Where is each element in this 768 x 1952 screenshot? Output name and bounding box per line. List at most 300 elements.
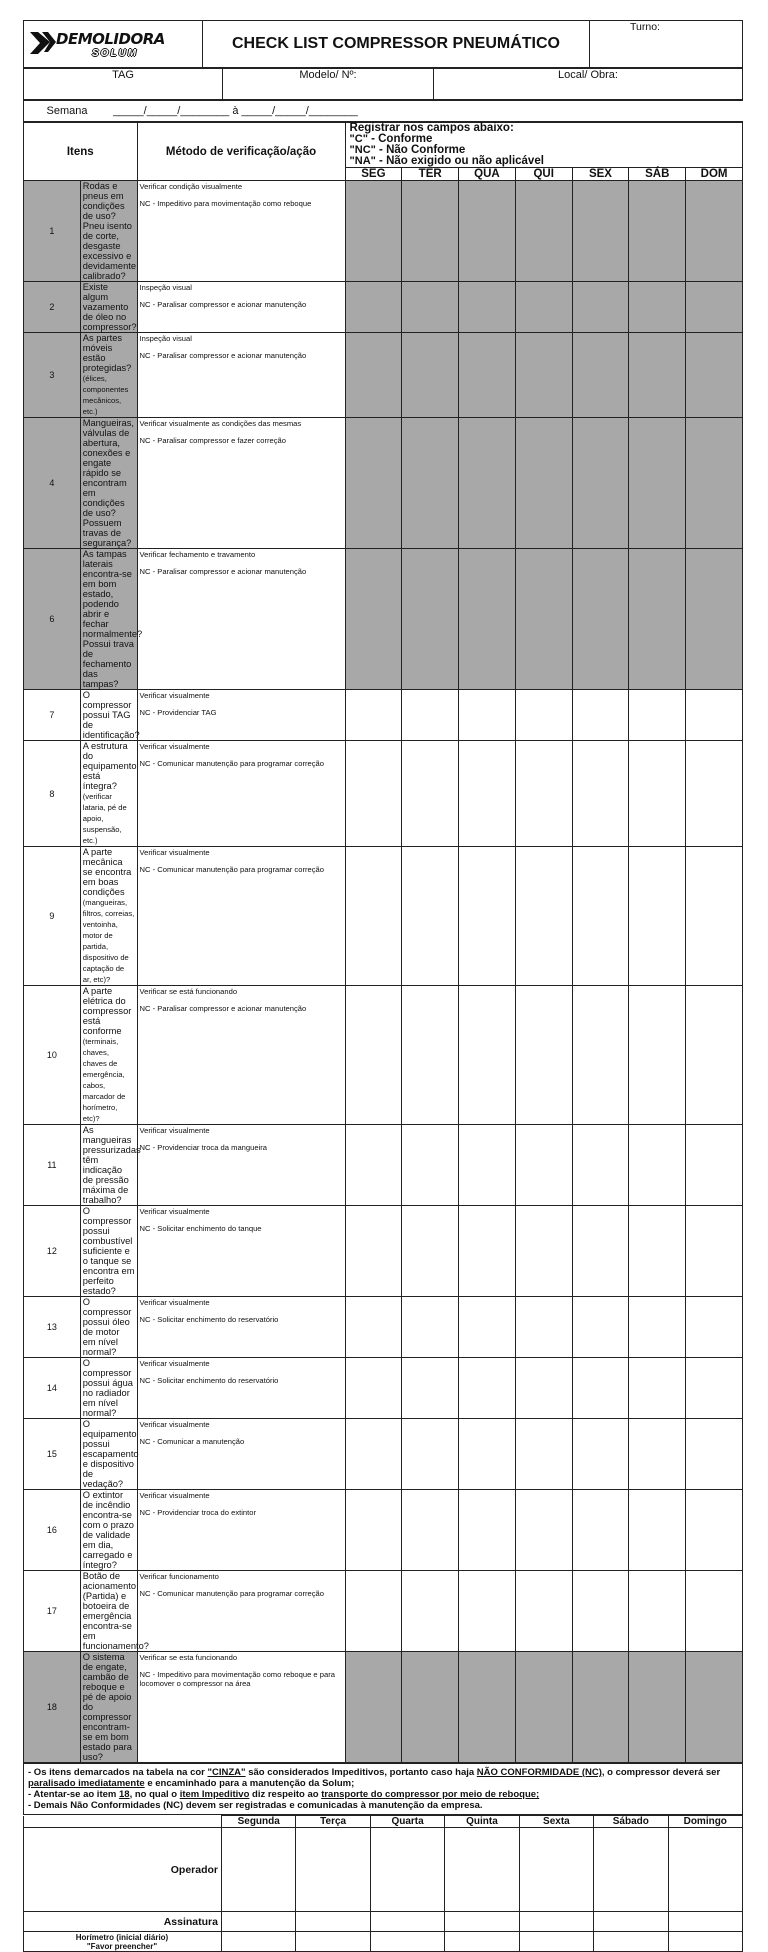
item-question bbox=[80, 333, 137, 418]
note-1-e: , o compressor deverá ser bbox=[601, 1767, 721, 1778]
status-cell-0[interactable] bbox=[345, 1206, 402, 1297]
item-method-check: Verificar visualmente bbox=[139, 1207, 210, 1216]
day-header-0: SEG bbox=[345, 168, 402, 181]
status-cell-6[interactable] bbox=[686, 1490, 743, 1571]
operador-cell-5[interactable] bbox=[594, 1828, 668, 1912]
status-cell-3[interactable] bbox=[515, 1297, 572, 1358]
logo-name: DEMOLIDORA bbox=[56, 30, 165, 48]
status-cell-2[interactable] bbox=[459, 1571, 516, 1652]
item-method-action: NC - Solicitar enchimento do tanque bbox=[139, 1224, 262, 1233]
operador-cell-6[interactable] bbox=[668, 1828, 742, 1912]
status-cell-5[interactable] bbox=[629, 1419, 686, 1490]
item-method-action: NC - Paralisar compressor e acionar manutenção bbox=[139, 1004, 307, 1013]
item-question-text: O compressor possui água no radiador em nível normal? bbox=[82, 1358, 133, 1418]
item-method-action: NC - Providenciar troca do extintor bbox=[139, 1508, 257, 1517]
turno-field[interactable]: Turno: bbox=[590, 21, 743, 68]
local-field[interactable]: Local/ Obra: bbox=[434, 69, 743, 100]
status-cell-5[interactable] bbox=[629, 1297, 686, 1358]
checklist-item-row bbox=[24, 1206, 743, 1297]
item-method-action: NC - Comunicar manutenção para programar correção bbox=[139, 759, 324, 768]
item-method-check: Verificar visualmente bbox=[139, 1420, 210, 1429]
item-method bbox=[137, 1358, 345, 1419]
status-cell-1[interactable] bbox=[402, 1125, 459, 1206]
status-cell-1[interactable] bbox=[402, 1652, 459, 1763]
item-method-check: Verificar fechamento e travamento bbox=[139, 550, 256, 559]
status-cell-4[interactable] bbox=[572, 1358, 629, 1419]
item-method-check: Verificar se está funcionando bbox=[139, 987, 238, 996]
operador-cell-2[interactable] bbox=[370, 1828, 444, 1912]
status-cell-2[interactable] bbox=[459, 741, 516, 847]
item-question-text: O compressor possui combustível suficiente e o tanque se encontra em perfeito estado? bbox=[82, 1206, 135, 1296]
weekday-header-0: Segunda bbox=[222, 1816, 296, 1828]
status-cell-0[interactable] bbox=[345, 847, 402, 986]
item-method-check: Verificar visualmente bbox=[139, 1126, 210, 1135]
operador-cell-4[interactable] bbox=[519, 1828, 593, 1912]
item-method-action: NC - Providenciar troca da mangueira bbox=[139, 1143, 267, 1152]
status-cell-3[interactable] bbox=[515, 1419, 572, 1490]
status-cell-5[interactable] bbox=[629, 1490, 686, 1571]
status-cell-6[interactable] bbox=[686, 1125, 743, 1206]
assinatura-cell-0[interactable] bbox=[222, 1912, 296, 1932]
checklist-item-row bbox=[24, 181, 743, 282]
item-method-check: Inspeção visual bbox=[139, 283, 192, 292]
note-2-d: item Impeditivo bbox=[179, 1789, 250, 1800]
status-cell-0[interactable] bbox=[345, 1358, 402, 1419]
item-method-check: Verificar visualmente bbox=[139, 691, 210, 700]
day-header-6: DOM bbox=[686, 168, 743, 181]
status-cell-4[interactable] bbox=[572, 333, 629, 418]
checklist-item-row bbox=[24, 418, 743, 549]
horimetro-cell-1[interactable] bbox=[296, 1932, 370, 1952]
status-cell-1[interactable] bbox=[402, 847, 459, 986]
status-cell-5[interactable] bbox=[629, 986, 686, 1125]
item-question-text: O compressor possui óleo de motor em nível normal? bbox=[82, 1297, 132, 1357]
legend-intro: Registrar nos campos abaixo: bbox=[349, 122, 514, 134]
note-1-g: e encaminhado para a manutenção da Solum; bbox=[144, 1778, 355, 1789]
semana-blanks: _____/_____/________ à _____/_____/________ bbox=[113, 105, 358, 117]
note-1-a: - Os itens demarcados na tabela na cor bbox=[28, 1767, 208, 1778]
legend-c-text: - Conforme bbox=[367, 133, 433, 145]
status-cell-0[interactable] bbox=[345, 741, 402, 847]
status-cell-3[interactable] bbox=[515, 549, 572, 690]
item-number: 11 bbox=[24, 1125, 81, 1206]
status-cell-4[interactable] bbox=[572, 418, 629, 549]
day-header-4: SEX bbox=[572, 168, 629, 181]
assinatura-cell-1[interactable] bbox=[296, 1912, 370, 1932]
status-cell-2[interactable] bbox=[459, 549, 516, 690]
status-cell-6[interactable] bbox=[686, 1297, 743, 1358]
legend-na-text: - Não exigido ou não aplicável bbox=[375, 155, 544, 167]
item-method-check: Verificar visualmente as condições das mesmas bbox=[139, 419, 302, 428]
status-cell-5[interactable] bbox=[629, 282, 686, 333]
status-cell-6[interactable] bbox=[686, 333, 743, 418]
status-cell-4[interactable] bbox=[572, 1206, 629, 1297]
status-cell-1[interactable] bbox=[402, 333, 459, 418]
item-method bbox=[137, 1571, 345, 1652]
status-cell-0[interactable] bbox=[345, 333, 402, 418]
day-header-3: QUI bbox=[515, 168, 572, 181]
item-question-text: As tampas laterais encontra-se em bom estado, podendo abrir e fechar normalmente? Possui trava de fechamento das tampas? bbox=[82, 549, 143, 689]
item-question bbox=[80, 986, 137, 1125]
item-question-text: O compressor possui TAG de identificação? bbox=[82, 690, 140, 740]
item-question-text: As partes móveis estão protegidas? bbox=[82, 333, 132, 373]
operador-cell-1[interactable] bbox=[296, 1828, 370, 1912]
item-method-action: NC - Comunicar manutenção para programar correção bbox=[139, 1589, 324, 1598]
weekday-header-4: Sexta bbox=[519, 1816, 593, 1828]
item-number: 17 bbox=[24, 1571, 81, 1652]
operador-cell-0[interactable] bbox=[222, 1828, 296, 1912]
status-cell-5[interactable] bbox=[629, 741, 686, 847]
horimetro-cell-3[interactable] bbox=[445, 1932, 519, 1952]
status-cell-0[interactable] bbox=[345, 181, 402, 282]
page-title: CHECK LIST COMPRESSOR PNEUMÁTICO bbox=[203, 21, 590, 68]
status-cell-0[interactable] bbox=[345, 1490, 402, 1571]
note-2-f: transporte do compressor por meio de reboque; bbox=[321, 1789, 540, 1800]
item-method bbox=[137, 282, 345, 333]
status-cell-3[interactable] bbox=[515, 1571, 572, 1652]
assinatura-cell-6[interactable] bbox=[668, 1912, 742, 1932]
checklist-item-row bbox=[24, 1125, 743, 1206]
status-cell-3[interactable] bbox=[515, 1652, 572, 1763]
horimetro-label-1: Horímetro (inicial diário) bbox=[75, 1932, 169, 1942]
assinatura-cell-4[interactable] bbox=[519, 1912, 593, 1932]
notes bbox=[24, 1764, 743, 1815]
item-question-text: O equipamento possui escapamento e dispositivo de vedação? bbox=[82, 1419, 139, 1489]
weekday-header-6: Domingo bbox=[668, 1816, 742, 1828]
checklist-item-row bbox=[24, 1490, 743, 1571]
item-method-check: Verificar visualmente bbox=[139, 1359, 210, 1368]
weekday-header-row bbox=[24, 1816, 743, 1828]
horimetro-cell-2[interactable] bbox=[370, 1932, 444, 1952]
item-question bbox=[80, 181, 137, 282]
item-question-text: O sistema de engate, cambão de reboque e pé de apoio do compressor encontram-se em bom estado para uso? bbox=[82, 1652, 132, 1762]
status-cell-1[interactable] bbox=[402, 282, 459, 333]
item-number: 7 bbox=[24, 690, 81, 741]
status-cell-2[interactable] bbox=[459, 1652, 516, 1763]
item-question bbox=[80, 690, 140, 741]
item-method bbox=[137, 741, 345, 847]
note-2-a: - Atentar-se ao item bbox=[28, 1789, 119, 1800]
status-cell-1[interactable] bbox=[402, 1490, 459, 1571]
logo-mark-icon bbox=[28, 28, 58, 58]
horimetro-row bbox=[24, 1932, 743, 1952]
item-number: 13 bbox=[24, 1297, 81, 1358]
assinatura-cell-2[interactable] bbox=[370, 1912, 444, 1932]
item-question-text: As mangueiras pressurizadas têm indicação de pressão máxima de trabalho? bbox=[82, 1125, 141, 1205]
item-question-detail: (mangueiras, filtros, correias, ventoinha, motor de partida, dispositivo de captação de ar, etc)? bbox=[82, 898, 135, 984]
status-cell-0[interactable] bbox=[345, 1297, 402, 1358]
item-method-action: NC - Paralisar compressor e acionar manutenção bbox=[139, 567, 307, 576]
status-cell-3[interactable] bbox=[515, 333, 572, 418]
weekday-header-blank bbox=[24, 1816, 222, 1828]
day-header-5: SÁB bbox=[629, 168, 686, 181]
day-header-1: TER bbox=[402, 168, 459, 181]
item-method-check: Verificar visualmente bbox=[139, 1298, 210, 1307]
note-3: - Demais Não Conformidades (NC) devem ser registradas e comunicadas à manutenção da empresa. bbox=[28, 1800, 483, 1811]
status-cell-1[interactable] bbox=[402, 418, 459, 549]
logo-sub: SOLUM bbox=[92, 48, 139, 59]
status-cell-1[interactable] bbox=[402, 1571, 459, 1652]
status-cell-2[interactable] bbox=[459, 333, 516, 418]
item-method bbox=[137, 1297, 345, 1358]
checklist-item-row bbox=[24, 333, 743, 418]
note-1-f: paralisado imediatamente bbox=[28, 1778, 145, 1789]
item-method bbox=[137, 847, 345, 986]
status-cell-4[interactable] bbox=[572, 690, 629, 741]
item-number: 18 bbox=[24, 1652, 81, 1763]
status-cell-4[interactable] bbox=[572, 181, 629, 282]
status-cell-6[interactable] bbox=[686, 986, 743, 1125]
status-cell-1[interactable] bbox=[402, 1297, 459, 1358]
item-method-action: NC - Solicitar enchimento do reservatório bbox=[139, 1376, 279, 1385]
assinatura-cell-5[interactable] bbox=[594, 1912, 668, 1932]
status-cell-6[interactable] bbox=[686, 1358, 743, 1419]
item-question bbox=[80, 847, 137, 986]
status-cell-5[interactable] bbox=[629, 1652, 686, 1763]
status-cell-1[interactable] bbox=[402, 549, 459, 690]
checklist-item-row bbox=[24, 549, 743, 690]
status-cell-1[interactable] bbox=[402, 741, 459, 847]
status-cell-2[interactable] bbox=[459, 1358, 516, 1419]
status-cell-5[interactable] bbox=[629, 1125, 686, 1206]
item-question bbox=[80, 741, 137, 847]
item-question-text: Rodas e pneus em condições de uso? Pneu isento de corte, desgaste excessivo e devidamente calibrado? bbox=[82, 181, 137, 281]
status-cell-0[interactable] bbox=[345, 1571, 402, 1652]
status-cell-3[interactable] bbox=[515, 418, 572, 549]
item-question bbox=[80, 549, 143, 690]
status-cell-1[interactable] bbox=[402, 1419, 459, 1490]
status-cell-0[interactable] bbox=[345, 986, 402, 1125]
item-question-text: A estrutura do equipamento está íntegra? bbox=[82, 741, 137, 791]
item-number: 4 bbox=[24, 418, 81, 549]
status-cell-5[interactable] bbox=[629, 418, 686, 549]
status-cell-3[interactable] bbox=[515, 1125, 572, 1206]
notes-table bbox=[23, 1763, 743, 1815]
status-cell-6[interactable] bbox=[686, 1652, 743, 1763]
operador-label: Operador bbox=[24, 1828, 222, 1912]
company-logo bbox=[26, 24, 200, 64]
item-number: 3 bbox=[24, 333, 81, 418]
status-cell-3[interactable] bbox=[515, 1490, 572, 1571]
status-cell-1[interactable] bbox=[402, 1358, 459, 1419]
item-method-check: Verificar visualmente bbox=[139, 1491, 210, 1500]
checklist-item-row bbox=[24, 1358, 743, 1419]
horimetro-label bbox=[24, 1932, 222, 1952]
modelo-field[interactable]: Modelo/ Nº: bbox=[223, 69, 434, 100]
header-table bbox=[23, 20, 743, 68]
checklist-sheet bbox=[23, 20, 743, 1952]
status-cell-3[interactable] bbox=[515, 181, 572, 282]
status-cell-4[interactable] bbox=[572, 741, 629, 847]
items-header: Itens bbox=[24, 123, 138, 181]
status-cell-0[interactable] bbox=[345, 549, 402, 690]
status-cell-4[interactable] bbox=[572, 1419, 629, 1490]
checklist-item-row bbox=[24, 741, 743, 847]
status-cell-5[interactable] bbox=[629, 1571, 686, 1652]
status-cell-5[interactable] bbox=[629, 333, 686, 418]
status-cell-4[interactable] bbox=[572, 1125, 629, 1206]
checklist-item-row bbox=[24, 1571, 743, 1652]
status-cell-1[interactable] bbox=[402, 1206, 459, 1297]
horimetro-cell-6[interactable] bbox=[668, 1932, 742, 1952]
legend-nc-code: "NC" bbox=[349, 144, 376, 156]
status-cell-6[interactable] bbox=[686, 1571, 743, 1652]
item-question-detail: (verificar lataria, pé de apoio, suspensão, etc.) bbox=[82, 792, 127, 845]
item-question bbox=[80, 1206, 137, 1297]
item-method bbox=[137, 418, 345, 549]
status-cell-5[interactable] bbox=[629, 847, 686, 986]
item-number: 2 bbox=[24, 282, 81, 333]
tag-field[interactable]: TAG bbox=[24, 69, 223, 100]
note-2-c: , no qual o bbox=[129, 1789, 180, 1800]
status-cell-2[interactable] bbox=[459, 181, 516, 282]
status-cell-3[interactable] bbox=[515, 741, 572, 847]
status-cell-0[interactable] bbox=[345, 1125, 402, 1206]
horimetro-cell-5[interactable] bbox=[594, 1932, 668, 1952]
item-method-action: NC - Impeditivo para movimentação como reboque e para locomover o compressor na área bbox=[139, 1670, 335, 1688]
checklist-item-row bbox=[24, 986, 743, 1125]
status-cell-2[interactable] bbox=[459, 1206, 516, 1297]
note-2-b: 18 bbox=[118, 1789, 130, 1800]
status-cell-5[interactable] bbox=[629, 549, 686, 690]
status-cell-3[interactable] bbox=[515, 690, 572, 741]
checklist-item-row bbox=[24, 1419, 743, 1490]
checklist-item-row bbox=[24, 1652, 743, 1763]
logo-cell bbox=[24, 21, 203, 68]
status-cell-2[interactable] bbox=[459, 690, 516, 741]
item-method-action: NC - Solicitar enchimento do reservatório bbox=[139, 1315, 279, 1324]
item-number: 6 bbox=[24, 549, 81, 690]
status-cell-2[interactable] bbox=[459, 418, 516, 549]
status-cell-4[interactable] bbox=[572, 847, 629, 986]
item-method-action: NC - Paralisar compressor e acionar manutenção bbox=[139, 351, 307, 360]
checklist-item-row bbox=[24, 282, 743, 333]
note-1-c: são considerados Impeditivos, portanto caso haja bbox=[245, 1767, 477, 1778]
item-question bbox=[80, 1419, 137, 1490]
status-cell-4[interactable] bbox=[572, 1571, 629, 1652]
item-question bbox=[80, 1125, 141, 1206]
item-question-detail: (terminais, chaves, chaves de emergência, cabos, marcador de horímetro, etc)? bbox=[82, 1037, 126, 1123]
item-method bbox=[137, 690, 345, 741]
item-method-action: NC - Comunicar a manutenção bbox=[139, 1437, 245, 1446]
status-cell-4[interactable] bbox=[572, 1490, 629, 1571]
status-cell-0[interactable] bbox=[345, 1652, 402, 1763]
item-number: 16 bbox=[24, 1490, 81, 1571]
status-cell-6[interactable] bbox=[686, 181, 743, 282]
status-cell-4[interactable] bbox=[572, 1297, 629, 1358]
item-question bbox=[80, 1358, 137, 1419]
status-cell-2[interactable] bbox=[459, 1419, 516, 1490]
item-method bbox=[137, 1419, 345, 1490]
status-cell-6[interactable] bbox=[686, 282, 743, 333]
status-cell-5[interactable] bbox=[629, 181, 686, 282]
status-cell-4[interactable] bbox=[572, 1652, 629, 1763]
item-number: 1 bbox=[24, 181, 81, 282]
note-1-b: "CINZA" bbox=[207, 1767, 246, 1778]
item-number: 9 bbox=[24, 847, 81, 986]
status-cell-5[interactable] bbox=[629, 1206, 686, 1297]
status-cell-2[interactable] bbox=[459, 1125, 516, 1206]
status-cell-0[interactable] bbox=[345, 282, 402, 333]
item-number: 8 bbox=[24, 741, 81, 847]
status-cell-6[interactable] bbox=[686, 741, 743, 847]
status-cell-6[interactable] bbox=[686, 418, 743, 549]
status-cell-6[interactable] bbox=[686, 1419, 743, 1490]
item-question-text: Existe algum vazamento de óleo no compressor? bbox=[82, 282, 137, 332]
assinatura-row bbox=[24, 1912, 743, 1932]
status-cell-2[interactable] bbox=[459, 847, 516, 986]
status-cell-2[interactable] bbox=[459, 282, 516, 333]
status-cell-5[interactable] bbox=[629, 1358, 686, 1419]
operador-cell-3[interactable] bbox=[445, 1828, 519, 1912]
status-cell-1[interactable] bbox=[402, 181, 459, 282]
assinatura-cell-3[interactable] bbox=[445, 1912, 519, 1932]
status-cell-1[interactable] bbox=[402, 690, 459, 741]
item-method bbox=[137, 1206, 345, 1297]
item-method-action: NC - Providenciar TAG bbox=[139, 708, 217, 717]
item-method-check: Verificar se esta funcionando bbox=[139, 1653, 238, 1662]
status-cell-3[interactable] bbox=[515, 282, 572, 333]
item-question bbox=[80, 418, 137, 549]
item-method-check: Verificar visualmente bbox=[139, 848, 210, 857]
status-cell-6[interactable] bbox=[686, 1206, 743, 1297]
horimetro-cell-4[interactable] bbox=[519, 1932, 593, 1952]
status-cell-3[interactable] bbox=[515, 847, 572, 986]
status-cell-2[interactable] bbox=[459, 1297, 516, 1358]
item-method-check: Verificar condição visualmente bbox=[139, 182, 243, 191]
items-table bbox=[23, 122, 743, 1763]
item-number: 15 bbox=[24, 1419, 81, 1490]
semana-field[interactable] bbox=[24, 101, 744, 122]
horimetro-cell-0[interactable] bbox=[222, 1932, 296, 1952]
item-method-action: NC - Comunicar manutenção para programar correção bbox=[139, 865, 324, 874]
item-question-text: Mangueiras, válvulas de abertura, conexões e engate rápido se encontram em condições de uso? Possuem travas de segurança? bbox=[82, 418, 134, 548]
item-method-action: NC - Impeditivo para movimentação como reboque bbox=[139, 199, 312, 208]
item-question bbox=[80, 1571, 149, 1652]
status-cell-6[interactable] bbox=[686, 847, 743, 986]
status-cell-6[interactable] bbox=[686, 690, 743, 741]
method-header: Método de verificação/ação bbox=[137, 123, 345, 181]
status-cell-4[interactable] bbox=[572, 986, 629, 1125]
status-cell-3[interactable] bbox=[515, 986, 572, 1125]
item-method bbox=[137, 181, 345, 282]
status-cell-1[interactable] bbox=[402, 986, 459, 1125]
item-method bbox=[137, 549, 345, 690]
item-question-text: Botão de acionamento (Partida) e botoeira de emergência encontra-se em funcionamento? bbox=[82, 1571, 149, 1651]
item-method bbox=[137, 1652, 345, 1763]
legend bbox=[345, 123, 742, 168]
weekday-header-5: Sábado bbox=[594, 1816, 668, 1828]
status-cell-0[interactable] bbox=[345, 690, 402, 741]
status-cell-3[interactable] bbox=[515, 1358, 572, 1419]
status-cell-6[interactable] bbox=[686, 549, 743, 690]
status-cell-4[interactable] bbox=[572, 282, 629, 333]
status-cell-3[interactable] bbox=[515, 1206, 572, 1297]
assinatura-label: Assinatura bbox=[24, 1912, 222, 1932]
weekday-header-3: Quinta bbox=[445, 1816, 519, 1828]
status-cell-2[interactable] bbox=[459, 986, 516, 1125]
status-cell-5[interactable] bbox=[629, 690, 686, 741]
status-cell-0[interactable] bbox=[345, 418, 402, 549]
item-question-text: O extintor de incêndio encontra-se com o prazo de validade em dia, carregado e íntegro? bbox=[82, 1490, 134, 1570]
status-cell-2[interactable] bbox=[459, 1490, 516, 1571]
item-question bbox=[80, 282, 137, 333]
weekly-signoff-table bbox=[23, 1815, 743, 1952]
item-method bbox=[137, 1125, 345, 1206]
status-cell-0[interactable] bbox=[345, 1419, 402, 1490]
note-1-d: NÃO CONFORMIDADE (NC) bbox=[476, 1767, 602, 1778]
status-cell-4[interactable] bbox=[572, 549, 629, 690]
